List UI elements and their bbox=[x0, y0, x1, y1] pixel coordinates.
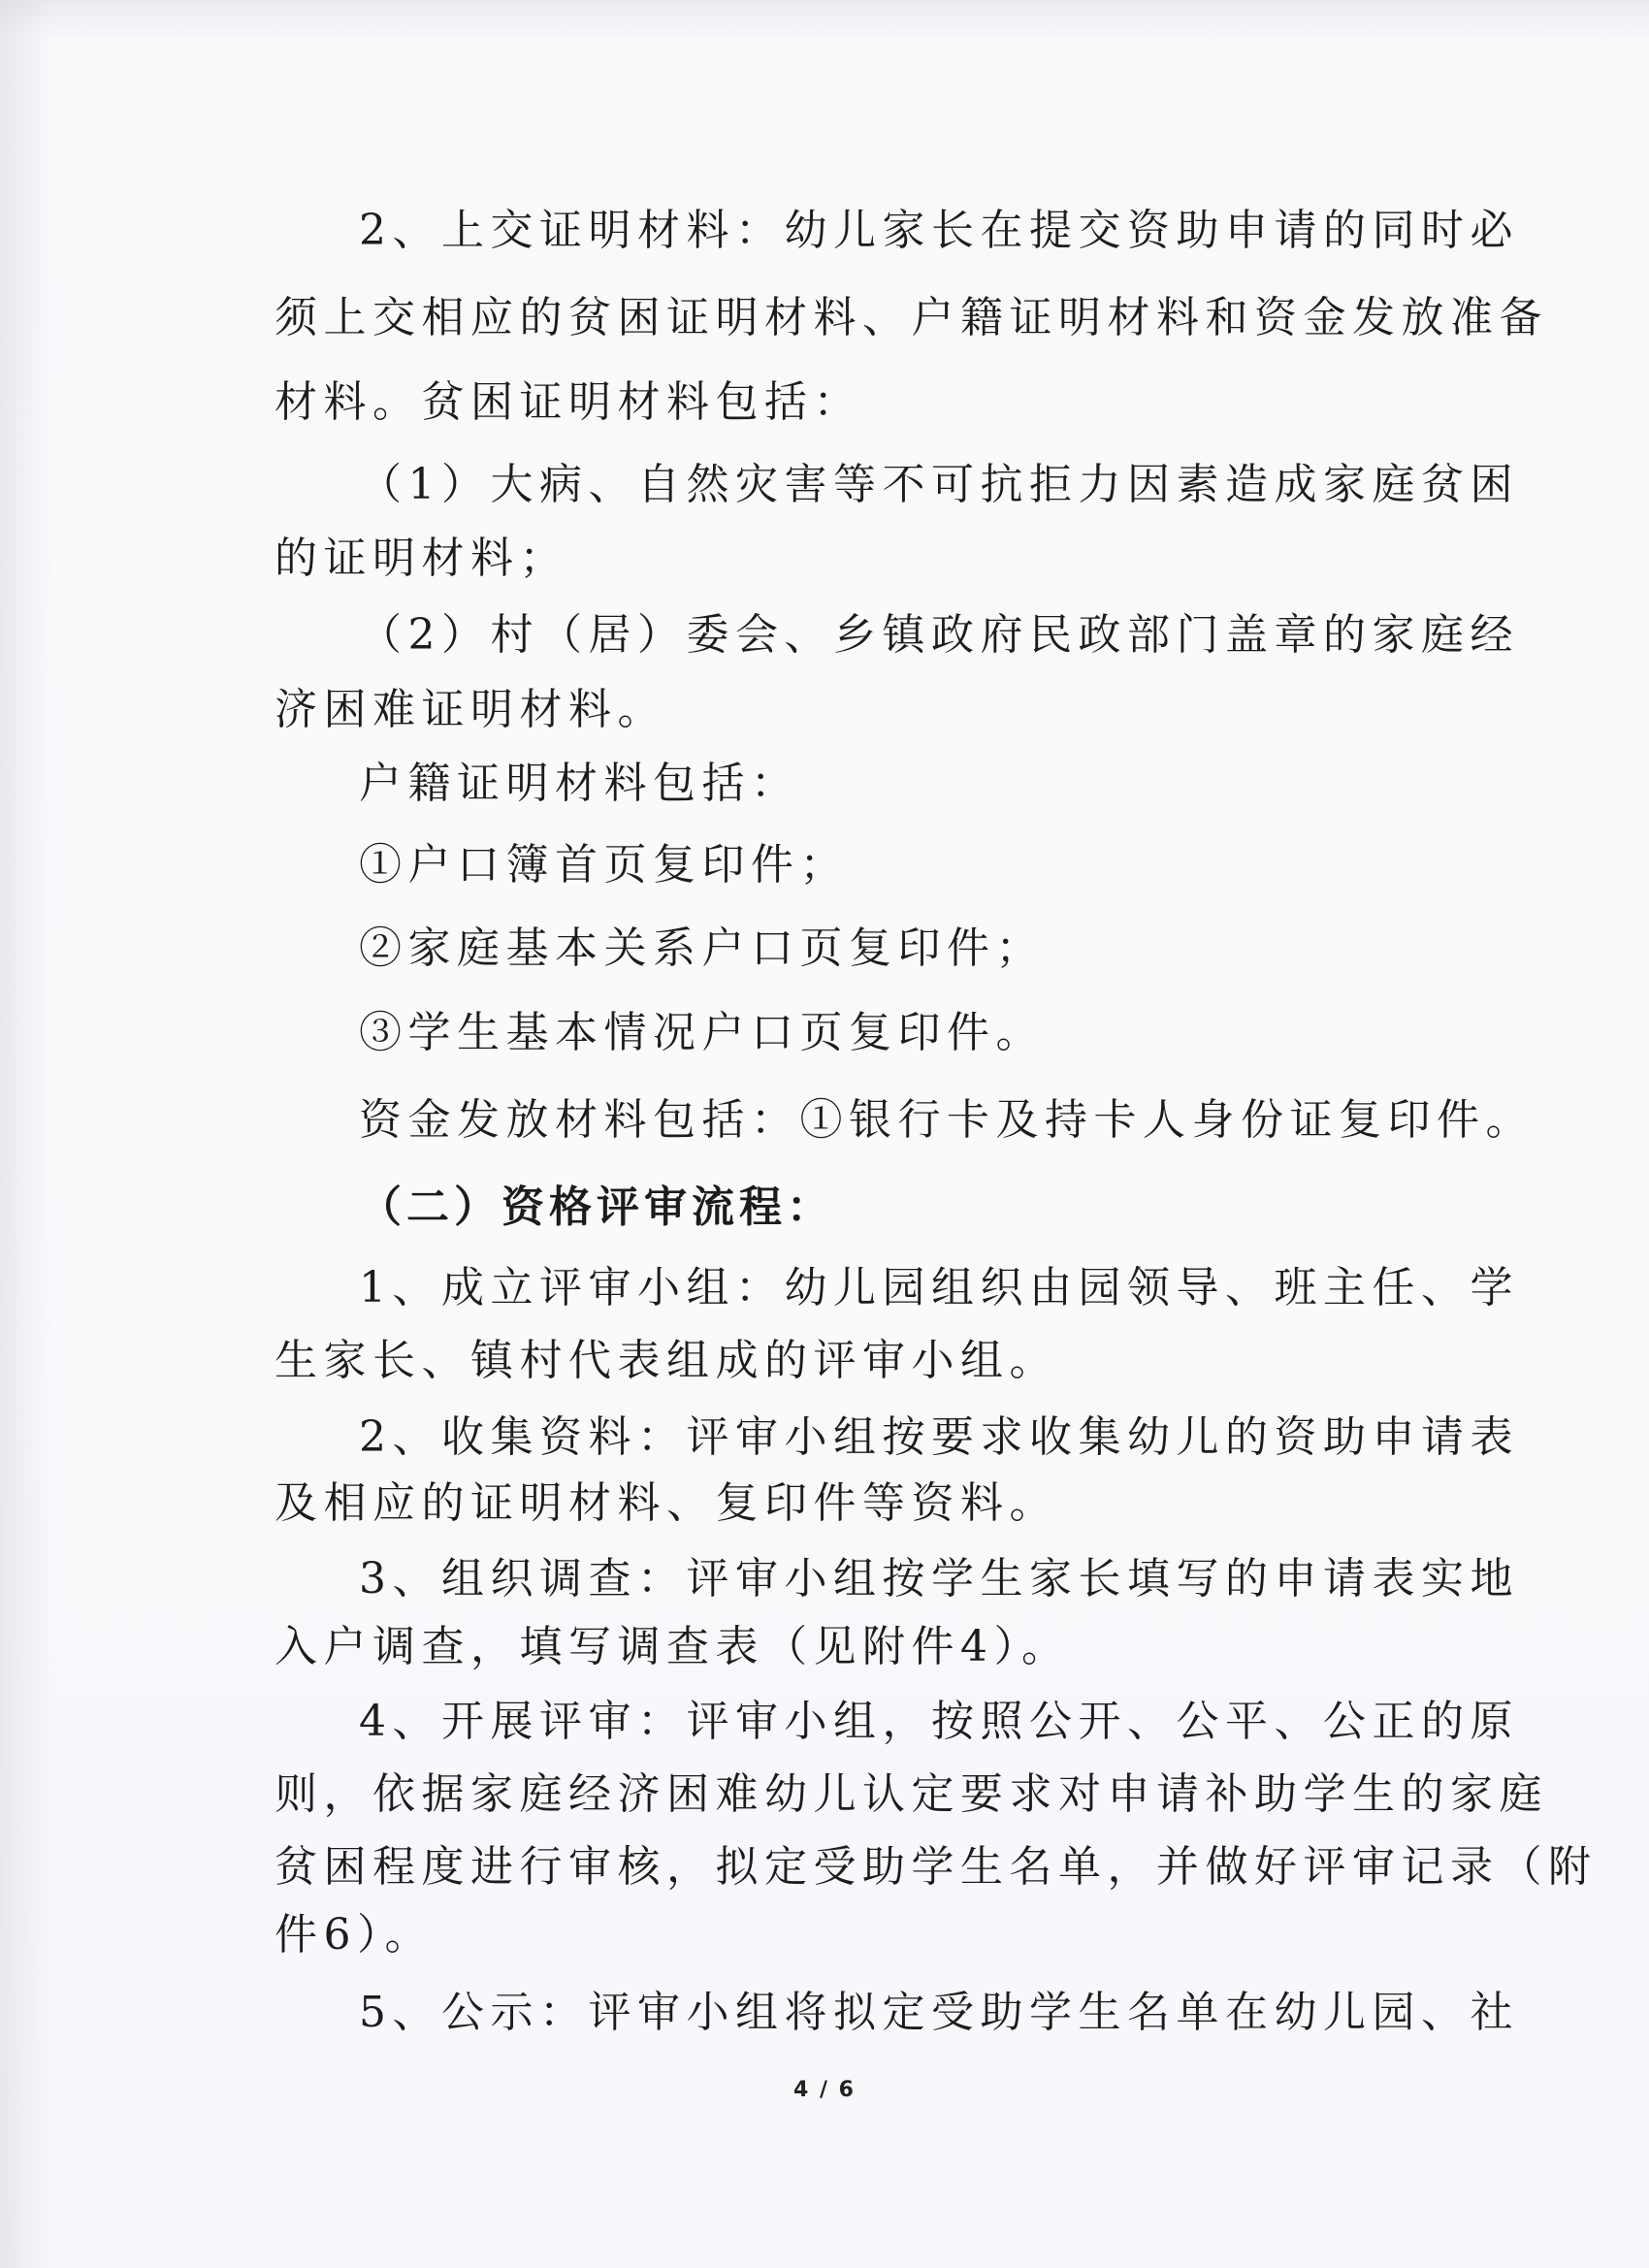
text-line: 户籍证明材料包括： bbox=[359, 759, 800, 808]
text-line: 资金发放材料包括：①银行卡及持卡人身份证复印件。 bbox=[359, 1095, 1535, 1145]
text-line: （1）大病、自然灾害等不可抗拒力因素造成家庭贫困 bbox=[359, 460, 1519, 509]
text-line: 及相应的证明材料、复印件等资料。 bbox=[275, 1478, 1058, 1528]
section-heading: （二）资格评审流程： bbox=[359, 1183, 834, 1232]
text-line: ①户口簿首页复印件； bbox=[359, 840, 849, 890]
text-line: ③学生基本情况户口页复印件。 bbox=[359, 1008, 1045, 1057]
text-line: 5、公示：评审小组将拟定受助学生名单在幼儿园、社 bbox=[359, 1988, 1519, 2037]
page-number: 4 / 6 bbox=[793, 2078, 856, 2102]
text-line: 的证明材料； bbox=[275, 534, 568, 583]
text-line: 济困难证明材料。 bbox=[275, 685, 666, 734]
text-line: 则，依据家庭经济困难幼儿认定要求对申请补助学生的家庭 bbox=[275, 1769, 1548, 1819]
text-line: （2）村（居）委会、乡镇政府民政部门盖章的家庭经 bbox=[359, 610, 1519, 660]
text-line: 须上交相应的贫困证明材料、户籍证明材料和资金发放准备 bbox=[275, 293, 1548, 342]
text-line: 贫困程度进行审核，拟定受助学生名单，并做好评审记录（附 bbox=[275, 1842, 1598, 1892]
text-line: 入户调查，填写调查表（见附件4）。 bbox=[275, 1622, 1071, 1671]
text-line: ②家庭基本关系户口页复印件； bbox=[359, 923, 1045, 973]
text-line: 2、收集资料：评审小组按要求收集幼儿的资助申请表 bbox=[359, 1412, 1519, 1462]
scan-shadow-top bbox=[0, 0, 1649, 39]
text-line: 1、成立评审小组：幼儿园组织由园领导、班主任、学 bbox=[359, 1263, 1519, 1312]
text-line: 生家长、镇村代表组成的评审小组。 bbox=[275, 1336, 1058, 1385]
text-line: 材料。贫困证明材料包括： bbox=[275, 377, 862, 427]
text-line: 4、开展评审：评审小组，按照公开、公平、公正的原 bbox=[359, 1697, 1519, 1746]
text-line: 2、上交证明材料：幼儿家长在提交资助申请的同时必 bbox=[359, 206, 1519, 255]
text-line: 3、组织调查：评审小组按学生家长填写的申请表实地 bbox=[359, 1554, 1519, 1604]
scan-shadow-left bbox=[0, 0, 53, 2268]
text-line: 件6）。 bbox=[275, 1910, 434, 1960]
